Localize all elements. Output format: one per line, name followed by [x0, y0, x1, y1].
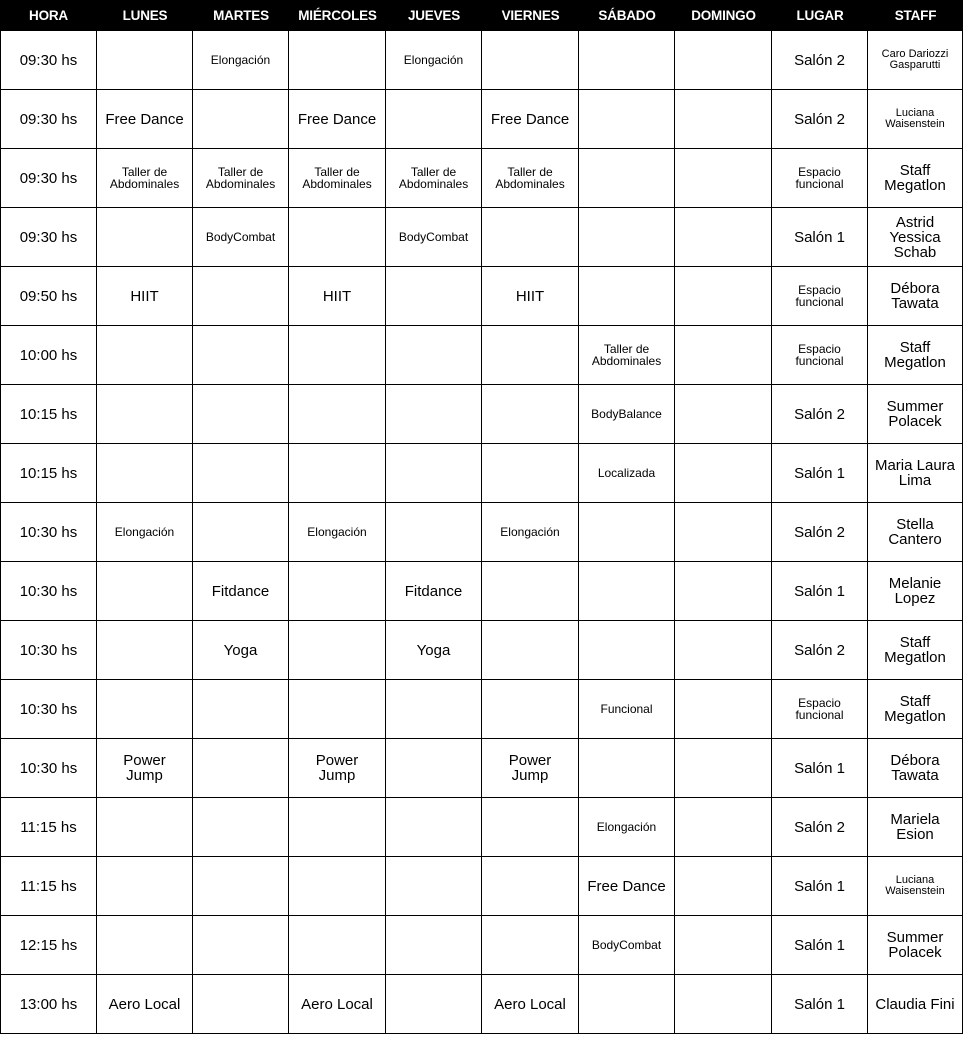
class-cell-jueves: Yoga: [386, 621, 482, 680]
class-cell-miercoles: [289, 326, 386, 385]
class-cell-martes: [193, 680, 289, 739]
staff-cell: Luciana Waisenstein: [868, 90, 963, 149]
class-cell-miercoles: [289, 916, 386, 975]
class-cell-sabado: [579, 621, 675, 680]
class-cell-sabado: [579, 562, 675, 621]
header-viernes: VIERNES: [482, 0, 579, 31]
class-cell-domingo: [675, 621, 772, 680]
class-cell-jueves: [386, 916, 482, 975]
location-cell: Salón 1: [772, 975, 868, 1034]
class-cell-domingo: [675, 385, 772, 444]
class-cell-sabado: Elongación: [579, 798, 675, 857]
location-cell: Salón 2: [772, 798, 868, 857]
class-cell-miercoles: Free Dance: [289, 90, 386, 149]
class-cell-miercoles: Taller de Abdominales: [289, 149, 386, 208]
staff-cell: Caro Dariozzi Gasparutti: [868, 31, 963, 90]
class-cell-miercoles: [289, 680, 386, 739]
header-domingo: DOMINGO: [675, 0, 772, 31]
location-cell: Espacio funcional: [772, 326, 868, 385]
class-cell-sabado: [579, 503, 675, 562]
class-cell-viernes: Free Dance: [482, 90, 579, 149]
class-cell-miercoles: [289, 444, 386, 503]
class-cell-martes: [193, 444, 289, 503]
class-cell-jueves: [386, 326, 482, 385]
time-cell: 12:15 hs: [0, 916, 97, 975]
class-cell-lunes: [97, 680, 193, 739]
class-cell-lunes: [97, 562, 193, 621]
class-cell-domingo: [675, 267, 772, 326]
class-cell-domingo: [675, 90, 772, 149]
location-cell: Salón 1: [772, 857, 868, 916]
class-cell-viernes: Power Jump: [482, 739, 579, 798]
class-cell-viernes: HIIT: [482, 267, 579, 326]
class-cell-domingo: [675, 798, 772, 857]
time-cell: 13:00 hs: [0, 975, 97, 1034]
class-cell-jueves: [386, 503, 482, 562]
class-cell-jueves: BodyCombat: [386, 208, 482, 267]
class-cell-domingo: [675, 680, 772, 739]
staff-cell: Staff Megatlon: [868, 680, 963, 739]
staff-cell: Summer Polacek: [868, 916, 963, 975]
header-martes: MARTES: [193, 0, 289, 31]
class-cell-miercoles: [289, 385, 386, 444]
staff-cell: Maria Laura Lima: [868, 444, 963, 503]
time-cell: 10:30 hs: [0, 503, 97, 562]
staff-cell: Melanie Lopez: [868, 562, 963, 621]
class-cell-lunes: Taller de Abdominales: [97, 149, 193, 208]
class-cell-miercoles: [289, 857, 386, 916]
class-cell-jueves: [386, 798, 482, 857]
time-cell: 10:30 hs: [0, 739, 97, 798]
class-cell-martes: Elongación: [193, 31, 289, 90]
class-cell-lunes: [97, 326, 193, 385]
class-cell-jueves: [386, 857, 482, 916]
class-cell-martes: Fitdance: [193, 562, 289, 621]
class-cell-viernes: [482, 857, 579, 916]
location-cell: Salón 1: [772, 916, 868, 975]
class-cell-lunes: [97, 621, 193, 680]
location-cell: Salón 2: [772, 31, 868, 90]
class-cell-lunes: [97, 916, 193, 975]
time-cell: 10:30 hs: [0, 621, 97, 680]
class-cell-martes: [193, 916, 289, 975]
header-staff: STAFF: [868, 0, 963, 31]
time-cell: 11:15 hs: [0, 798, 97, 857]
class-cell-viernes: [482, 680, 579, 739]
class-cell-lunes: Free Dance: [97, 90, 193, 149]
location-cell: Espacio funcional: [772, 149, 868, 208]
class-cell-jueves: [386, 975, 482, 1034]
class-cell-martes: BodyCombat: [193, 208, 289, 267]
class-cell-miercoles: [289, 208, 386, 267]
staff-cell: Débora Tawata: [868, 739, 963, 798]
class-cell-miercoles: Elongación: [289, 503, 386, 562]
time-cell: 10:30 hs: [0, 680, 97, 739]
class-cell-lunes: [97, 385, 193, 444]
time-cell: 09:30 hs: [0, 149, 97, 208]
class-cell-sabado: [579, 149, 675, 208]
class-cell-viernes: [482, 562, 579, 621]
class-cell-miercoles: Power Jump: [289, 739, 386, 798]
location-cell: Salón 2: [772, 503, 868, 562]
time-cell: 11:15 hs: [0, 857, 97, 916]
time-cell: 09:30 hs: [0, 208, 97, 267]
class-cell-sabado: [579, 975, 675, 1034]
class-cell-viernes: [482, 621, 579, 680]
class-cell-martes: [193, 975, 289, 1034]
location-cell: Espacio funcional: [772, 267, 868, 326]
class-cell-jueves: [386, 444, 482, 503]
location-cell: Salón 2: [772, 90, 868, 149]
location-cell: Salón 1: [772, 208, 868, 267]
class-cell-jueves: [386, 90, 482, 149]
class-cell-martes: Yoga: [193, 621, 289, 680]
class-cell-lunes: [97, 208, 193, 267]
class-cell-lunes: [97, 31, 193, 90]
class-cell-sabado: [579, 31, 675, 90]
class-cell-sabado: Taller de Abdominales: [579, 326, 675, 385]
class-cell-domingo: [675, 916, 772, 975]
header-jueves: JUEVES: [386, 0, 482, 31]
staff-cell: Staff Megatlon: [868, 149, 963, 208]
class-cell-sabado: Localizada: [579, 444, 675, 503]
class-cell-viernes: [482, 31, 579, 90]
class-cell-domingo: [675, 739, 772, 798]
class-cell-jueves: [386, 680, 482, 739]
class-cell-viernes: Elongación: [482, 503, 579, 562]
class-cell-viernes: [482, 916, 579, 975]
class-cell-martes: [193, 267, 289, 326]
class-cell-sabado: BodyCombat: [579, 916, 675, 975]
staff-cell: Stella Cantero: [868, 503, 963, 562]
class-cell-sabado: BodyBalance: [579, 385, 675, 444]
class-cell-miercoles: HIIT: [289, 267, 386, 326]
class-cell-martes: Taller de Abdominales: [193, 149, 289, 208]
class-cell-miercoles: Aero Local: [289, 975, 386, 1034]
class-cell-sabado: Free Dance: [579, 857, 675, 916]
class-cell-lunes: Elongación: [97, 503, 193, 562]
location-cell: Salón 1: [772, 739, 868, 798]
location-cell: Salón 2: [772, 621, 868, 680]
class-cell-jueves: Fitdance: [386, 562, 482, 621]
staff-cell: Staff Megatlon: [868, 621, 963, 680]
time-cell: 09:30 hs: [0, 31, 97, 90]
class-cell-domingo: [675, 149, 772, 208]
location-cell: Salón 1: [772, 444, 868, 503]
class-cell-viernes: [482, 798, 579, 857]
class-cell-domingo: [675, 326, 772, 385]
class-cell-martes: [193, 385, 289, 444]
header-hora: HORA: [0, 0, 97, 31]
class-cell-sabado: [579, 267, 675, 326]
class-cell-sabado: [579, 739, 675, 798]
class-cell-miercoles: [289, 562, 386, 621]
class-cell-domingo: [675, 208, 772, 267]
class-cell-martes: [193, 503, 289, 562]
class-cell-lunes: [97, 857, 193, 916]
class-cell-lunes: [97, 798, 193, 857]
location-cell: Salón 1: [772, 562, 868, 621]
class-cell-viernes: Taller de Abdominales: [482, 149, 579, 208]
class-cell-domingo: [675, 31, 772, 90]
class-cell-sabado: [579, 208, 675, 267]
class-cell-sabado: [579, 90, 675, 149]
time-cell: 10:30 hs: [0, 562, 97, 621]
class-cell-domingo: [675, 444, 772, 503]
staff-cell: Luciana Waisenstein: [868, 857, 963, 916]
class-cell-jueves: Taller de Abdominales: [386, 149, 482, 208]
header-miercoles: MIÉRCOLES: [289, 0, 386, 31]
class-cell-jueves: Elongación: [386, 31, 482, 90]
class-cell-martes: [193, 90, 289, 149]
class-cell-jueves: [386, 739, 482, 798]
class-cell-domingo: [675, 857, 772, 916]
time-cell: 10:00 hs: [0, 326, 97, 385]
staff-cell: Summer Polacek: [868, 385, 963, 444]
class-cell-martes: [193, 739, 289, 798]
class-cell-miercoles: [289, 31, 386, 90]
class-cell-domingo: [675, 562, 772, 621]
class-cell-viernes: [482, 208, 579, 267]
class-cell-viernes: [482, 444, 579, 503]
class-cell-lunes: [97, 444, 193, 503]
class-cell-miercoles: [289, 798, 386, 857]
class-cell-viernes: [482, 385, 579, 444]
class-cell-domingo: [675, 975, 772, 1034]
location-cell: Espacio funcional: [772, 680, 868, 739]
header-sabado: SÁBADO: [579, 0, 675, 31]
class-cell-martes: [193, 857, 289, 916]
class-cell-sabado: Funcional: [579, 680, 675, 739]
class-cell-lunes: Power Jump: [97, 739, 193, 798]
location-cell: Salón 2: [772, 385, 868, 444]
class-cell-viernes: Aero Local: [482, 975, 579, 1034]
class-cell-martes: [193, 326, 289, 385]
staff-cell: Mariela Esion: [868, 798, 963, 857]
time-cell: 10:15 hs: [0, 444, 97, 503]
class-cell-viernes: [482, 326, 579, 385]
header-lugar: LUGAR: [772, 0, 868, 31]
class-cell-lunes: Aero Local: [97, 975, 193, 1034]
staff-cell: Débora Tawata: [868, 267, 963, 326]
time-cell: 09:50 hs: [0, 267, 97, 326]
staff-cell: Claudia Fini: [868, 975, 963, 1034]
staff-cell: Staff Megatlon: [868, 326, 963, 385]
staff-cell: Astrid Yessica Schab: [868, 208, 963, 267]
class-cell-miercoles: [289, 621, 386, 680]
time-cell: 09:30 hs: [0, 90, 97, 149]
class-cell-jueves: [386, 267, 482, 326]
class-cell-lunes: HIIT: [97, 267, 193, 326]
class-cell-jueves: [386, 385, 482, 444]
class-cell-martes: [193, 798, 289, 857]
class-cell-domingo: [675, 503, 772, 562]
header-lunes: LUNES: [97, 0, 193, 31]
time-cell: 10:15 hs: [0, 385, 97, 444]
